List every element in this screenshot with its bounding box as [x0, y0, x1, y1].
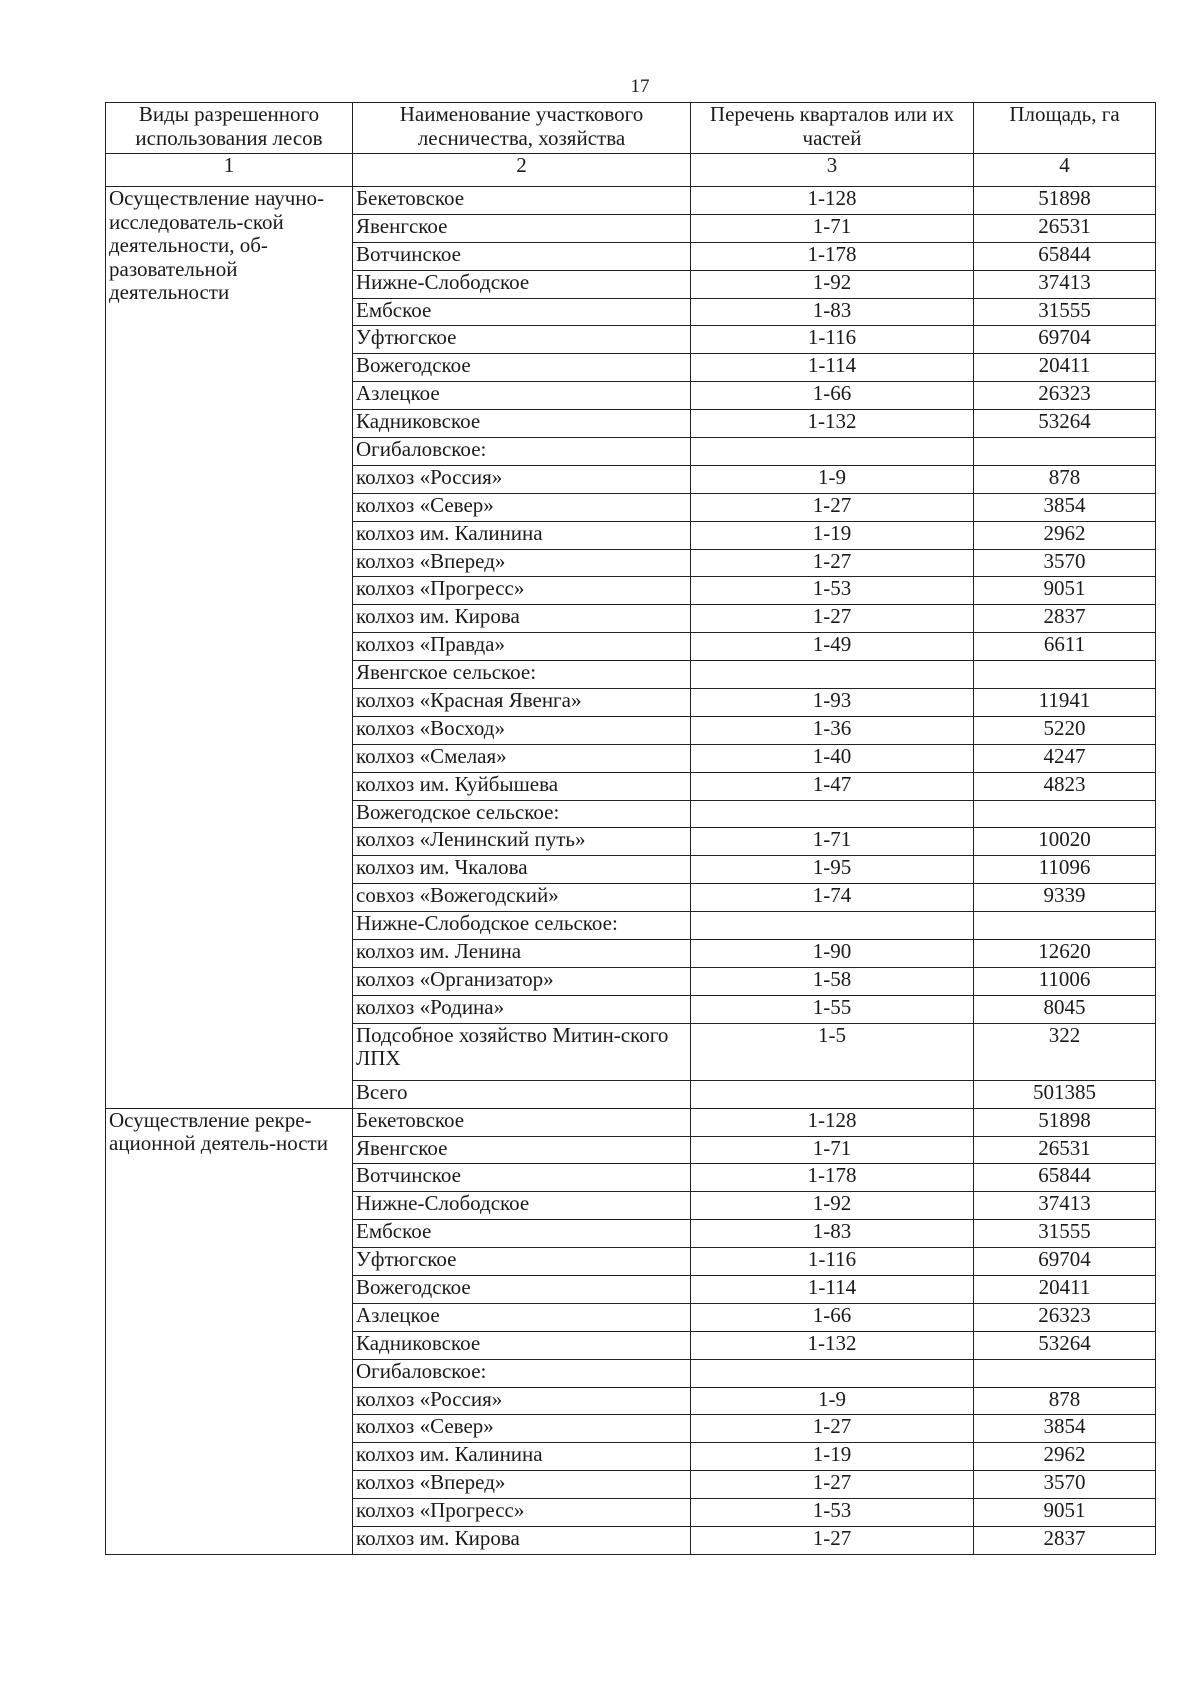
area-cell: 2962 [974, 521, 1156, 549]
area-cell: 12620 [974, 940, 1156, 968]
forestry-name-cell: Вотчинское [353, 1164, 691, 1192]
header-area: Площадь, га [974, 103, 1156, 154]
area-cell: 65844 [974, 1164, 1156, 1192]
area-cell: 3570 [974, 1471, 1156, 1499]
header-use-type: Виды разрешенного использования лесов [106, 103, 353, 154]
area-cell: 26531 [974, 1136, 1156, 1164]
forestry-name-cell: колхоз «Вперед» [353, 549, 691, 577]
quarters-cell: 1-178 [691, 242, 974, 270]
quarters-cell: 1-71 [691, 828, 974, 856]
forestry-name-cell: колхоз им. Кирова [353, 1526, 691, 1554]
quarters-cell: 1-58 [691, 967, 974, 995]
forestry-name-cell: колхоз «Россия» [353, 1387, 691, 1415]
table-body [106, 187, 1156, 1555]
forestry-name-cell: колхоз «Смелая» [353, 744, 691, 772]
area-cell: 878 [974, 465, 1156, 493]
forestry-name-cell: колхоз «Вперед» [353, 1471, 691, 1499]
forestry-name-cell: колхоз «Прогресс» [353, 577, 691, 605]
quarters-cell: 1-116 [691, 326, 974, 354]
forestry-name-cell: Кадниковское [353, 410, 691, 438]
page-number: 17 [630, 76, 650, 97]
area-cell: 37413 [974, 1192, 1156, 1220]
area-cell: 37413 [974, 270, 1156, 298]
forestry-name-cell: колхоз «Ленинский путь» [353, 828, 691, 856]
quarters-cell: 1-83 [691, 1220, 974, 1248]
table-row [106, 187, 1156, 215]
quarters-cell: 1-92 [691, 270, 974, 298]
area-cell: 26323 [974, 1303, 1156, 1331]
area-cell: 65844 [974, 242, 1156, 270]
area-cell: 878 [974, 1387, 1156, 1415]
quarters-cell [691, 1080, 974, 1108]
forestry-name-cell: Азлецкое [353, 1303, 691, 1331]
forestry-name-cell: колхоз «Север» [353, 493, 691, 521]
quarters-cell: 1-178 [691, 1164, 974, 1192]
quarters-cell: 1-27 [691, 1471, 974, 1499]
quarters-cell: 1-74 [691, 884, 974, 912]
quarters-cell: 1-27 [691, 605, 974, 633]
forestry-name-cell: Ембское [353, 298, 691, 326]
area-cell: 11006 [974, 967, 1156, 995]
quarters-cell: 1-92 [691, 1192, 974, 1220]
quarters-cell: 1-114 [691, 1275, 974, 1303]
quarters-cell: 1-9 [691, 1387, 974, 1415]
forestry-name-cell: Нижне-Слободское [353, 1192, 691, 1220]
area-cell [974, 800, 1156, 828]
quarters-cell: 1-128 [691, 187, 974, 215]
quarters-cell: 1-128 [691, 1108, 974, 1136]
forestry-name-cell: колхоз им. Ленина [353, 940, 691, 968]
area-cell: 9051 [974, 1499, 1156, 1527]
forestry-name-cell: Нижне-Слободское [353, 270, 691, 298]
area-cell: 20411 [974, 1275, 1156, 1303]
area-cell [974, 661, 1156, 689]
column-number-row [106, 154, 1156, 187]
forestry-name-cell: Вожегодское сельское: [353, 800, 691, 828]
area-cell: 9051 [974, 577, 1156, 605]
quarters-cell: 1-19 [691, 521, 974, 549]
area-cell: 2837 [974, 605, 1156, 633]
quarters-cell [691, 912, 974, 940]
quarters-cell: 1-19 [691, 1443, 974, 1471]
forestry-name-cell: Огибаловское: [353, 438, 691, 466]
quarters-cell: 1-66 [691, 382, 974, 410]
column-number: 1 [106, 154, 353, 187]
forestry-name-cell: Кадниковское [353, 1331, 691, 1359]
area-cell: 69704 [974, 1248, 1156, 1276]
forestry-name-cell: Бекетовское [353, 187, 691, 215]
area-cell: 8045 [974, 995, 1156, 1023]
forestry-name-cell: Явенгское [353, 214, 691, 242]
quarters-cell: 1-116 [691, 1248, 974, 1276]
quarters-cell [691, 1359, 974, 1387]
area-cell: 3854 [974, 1415, 1156, 1443]
quarters-cell: 1-53 [691, 577, 974, 605]
forestry-name-cell: Подсобное хозяйство Митин-ского ЛПХ [353, 1023, 691, 1080]
use-type-cell: Осуществление рекре-ационной деятель-ности [106, 1108, 353, 1554]
column-number: 3 [691, 154, 974, 187]
forestry-name-cell: Уфтюгское [353, 326, 691, 354]
header-row [106, 103, 1156, 154]
quarters-cell: 1-93 [691, 689, 974, 717]
header-forestry-name: Наименование участкового лесничества, хозяйства [353, 103, 691, 154]
quarters-cell: 1-27 [691, 549, 974, 577]
quarters-cell: 1-27 [691, 1415, 974, 1443]
forestry-name-cell: колхоз «Правда» [353, 633, 691, 661]
quarters-cell: 1-66 [691, 1303, 974, 1331]
area-cell: 69704 [974, 326, 1156, 354]
quarters-cell [691, 800, 974, 828]
area-cell: 4823 [974, 772, 1156, 800]
area-cell: 2962 [974, 1443, 1156, 1471]
area-cell [974, 438, 1156, 466]
forestry-name-cell: Бекетовское [353, 1108, 691, 1136]
area-cell: 51898 [974, 1108, 1156, 1136]
forestry-name-cell: колхоз «Север» [353, 1415, 691, 1443]
area-cell: 11941 [974, 689, 1156, 717]
area-cell: 53264 [974, 410, 1156, 438]
quarters-cell: 1-83 [691, 298, 974, 326]
area-cell: 10020 [974, 828, 1156, 856]
forestry-name-cell: Вотчинское [353, 242, 691, 270]
quarters-cell: 1-95 [691, 856, 974, 884]
quarters-cell: 1-132 [691, 1331, 974, 1359]
quarters-cell: 1-36 [691, 716, 974, 744]
forestry-name-cell: колхоз им. Кирова [353, 605, 691, 633]
quarters-cell [691, 438, 974, 466]
area-cell: 501385 [974, 1080, 1156, 1108]
forestry-name-cell: Ембское [353, 1220, 691, 1248]
forestry-name-cell: колхоз «Красная Явенга» [353, 689, 691, 717]
quarters-cell: 1-55 [691, 995, 974, 1023]
use-type-cell: Осуществление научно-исследователь-ской деятельности, об-разовательной деятельности [106, 187, 353, 1109]
quarters-cell: 1-9 [691, 465, 974, 493]
forestry-name-cell: колхоз им. Чкалова [353, 856, 691, 884]
column-number: 4 [974, 154, 1156, 187]
forestry-name-cell: колхоз им. Калинина [353, 521, 691, 549]
forestry-name-cell: Уфтюгское [353, 1248, 691, 1276]
quarters-cell: 1-71 [691, 1136, 974, 1164]
area-cell: 26323 [974, 382, 1156, 410]
forest-use-table [105, 102, 1156, 1555]
forestry-name-cell: Всего [353, 1080, 691, 1108]
area-cell: 3570 [974, 549, 1156, 577]
area-cell: 5220 [974, 716, 1156, 744]
forestry-name-cell: колхоз «Прогресс» [353, 1499, 691, 1527]
quarters-cell: 1-5 [691, 1023, 974, 1080]
column-number: 2 [353, 154, 691, 187]
forestry-name-cell: Азлецкое [353, 382, 691, 410]
quarters-cell: 1-27 [691, 1526, 974, 1554]
forestry-name-cell: колхоз им. Калинина [353, 1443, 691, 1471]
quarters-cell: 1-47 [691, 772, 974, 800]
forestry-name-cell: колхоз «Восход» [353, 716, 691, 744]
forestry-name-cell: колхоз «Россия» [353, 465, 691, 493]
table-header [106, 103, 1156, 187]
area-cell: 31555 [974, 1220, 1156, 1248]
forestry-name-cell: Вожегодское [353, 1275, 691, 1303]
area-cell: 6611 [974, 633, 1156, 661]
area-cell: 53264 [974, 1331, 1156, 1359]
forestry-name-cell: Явенгское [353, 1136, 691, 1164]
quarters-cell: 1-27 [691, 493, 974, 521]
table-row [106, 1108, 1156, 1136]
area-cell: 11096 [974, 856, 1156, 884]
area-cell: 3854 [974, 493, 1156, 521]
forestry-name-cell: Вожегодское [353, 354, 691, 382]
quarters-cell: 1-132 [691, 410, 974, 438]
area-cell: 31555 [974, 298, 1156, 326]
quarters-cell: 1-53 [691, 1499, 974, 1527]
forestry-name-cell: Огибаловское: [353, 1359, 691, 1387]
quarters-cell: 1-90 [691, 940, 974, 968]
quarters-cell [691, 661, 974, 689]
area-cell: 9339 [974, 884, 1156, 912]
forestry-name-cell: колхоз «Организатор» [353, 967, 691, 995]
area-cell [974, 912, 1156, 940]
forestry-name-cell: колхоз им. Куйбышева [353, 772, 691, 800]
quarters-cell: 1-49 [691, 633, 974, 661]
area-cell: 26531 [974, 214, 1156, 242]
forestry-name-cell: совхоз «Вожегодский» [353, 884, 691, 912]
forestry-name-cell: Явенгское сельское: [353, 661, 691, 689]
area-cell: 51898 [974, 187, 1156, 215]
forestry-name-cell: Нижне-Слободское сельское: [353, 912, 691, 940]
area-cell [974, 1359, 1156, 1387]
area-cell: 322 [974, 1023, 1156, 1080]
quarters-cell: 1-114 [691, 354, 974, 382]
area-cell: 4247 [974, 744, 1156, 772]
quarters-cell: 1-40 [691, 744, 974, 772]
quarters-cell: 1-71 [691, 214, 974, 242]
forestry-name-cell: колхоз «Родина» [353, 995, 691, 1023]
area-cell: 20411 [974, 354, 1156, 382]
header-quarters: Перечень кварталов или их частей [691, 103, 974, 154]
area-cell: 2837 [974, 1526, 1156, 1554]
